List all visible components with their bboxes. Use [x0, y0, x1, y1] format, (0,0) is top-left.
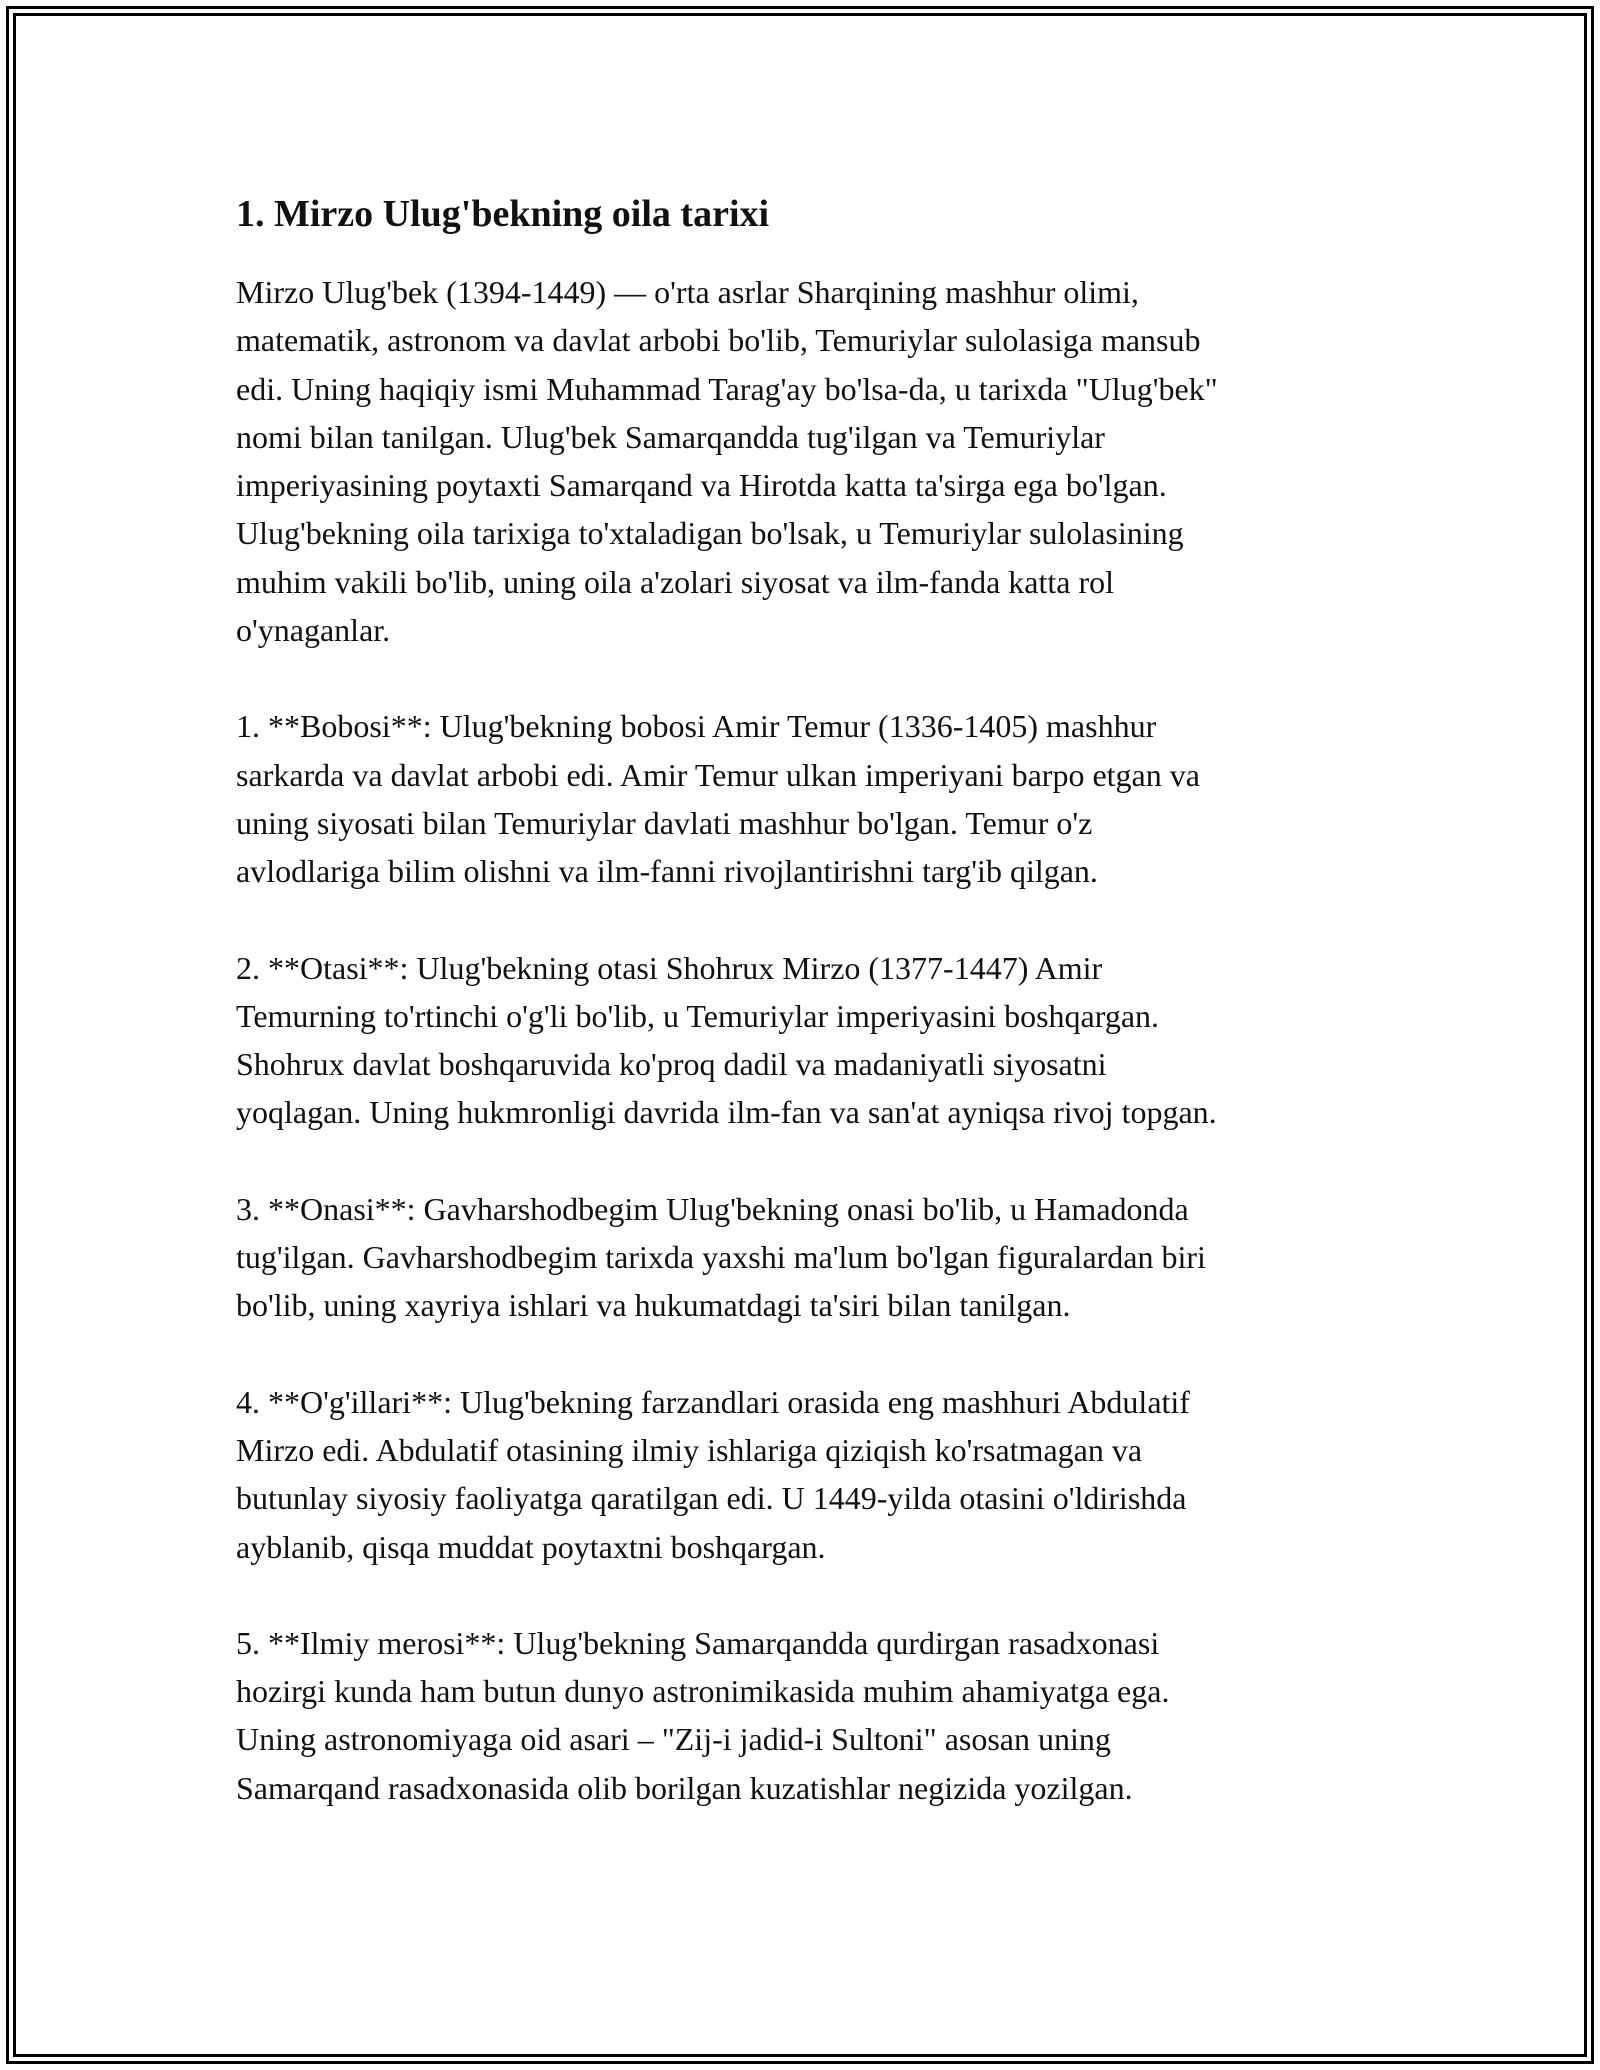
list-item-sons: 4. **O'g'illari**: Ulug'bekning farzandlari orasida eng mashhuri Abdulatif Mirzo edi. Abdulatif otasining ilmiy ishlariga qiziqish ko'rsatmagan va butunlay siyosiy faoliyatga qaratilgan edi. U 1449-yilda otasini o'ldirishda ayblanib, qisqa muddat poytaxtni boshqargan. — [236, 1383, 1190, 1565]
document-body — [236, 186, 1376, 1860]
list-item-scientific-legacy: 5. **Ilmiy merosi**: Ulug'bekning Samarqandda qurdirgan rasadxonasi hozirgi kunda ham butun dunyo astronimikasida muhim ahamiyatga ega. Uning astronomiyaga oid asari – "Zij-i jadid-i Sultoni" asosan uning Samarqand rasadxonasida olib borilgan kuzatishlar negizida yozilgan. — [236, 1624, 1170, 1806]
section-heading: 1. Mirzo Ulug'bekning oila tarixi — [236, 193, 770, 235]
list-item-grandfather: 1. **Bobosi**: Ulug'bekning bobosi Amir Temur (1336-1405) mashhur sarkarda va davlat arbobi edi. Amir Temur ulkan imperiyani barpo etgan va uning siyosati bilan Temuriylar davlati mashhur bo'lgan. Temur o'z avlodlariga bilim olishni va ilm-fanni rivojlantirishni targ'ib qilgan. — [236, 708, 1200, 890]
intro-paragraph: Mirzo Ulug'bek (1394-1449) — o'rta asrlar Sharqining mashhur olimi, matematik, astronom va davlat arbobi bo'lib, Temuriylar sulolasiga mansub edi. Uning haqiqiy ismi Muhammad Tarag'ay bo'lsa-da, u tarixda "Ulug'bek" nomi bilan tanilgan. Ulug'bek Samarqandda tug'ilgan va Temuriylar imperiyasining poytaxti Samarqand va Hirotda katta ta'sirga ega bo'lgan. Ulug'bekning oila tarixiga to'xtaladigan bo'lsak, u Temuriylar sulolasining muhim vakili bo'lib, uning oila a'zolari siyosat va ilm-fanda katta rol o'ynaganlar. — [236, 274, 1218, 649]
list-item-father: 2. **Otasi**: Ulug'bekning otasi Shohrux Mirzo (1377-1447) Amir Temurning to'rtinchi o'g'li bo'lib, u Temuriylar imperiyasini boshqargan. Shohrux davlat boshqaruvida ko'proq dadil va madaniyatli siyosatni yoqlagan. Uning hukmronligi davrida ilm-fan va san'at ayniqsa rivoj topgan. — [236, 949, 1217, 1131]
list-item-mother: 3. **Onasi**: Gavharshodbegim Ulug'bekning onasi bo'lib, u Hamadonda tug'ilgan. Gavharshodbegim tarixda yaxshi ma'lum bo'lgan figuralardan biri bo'lib, uning xayriya ishlari va hukumatdagi ta'siri bilan tanilgan. — [236, 1190, 1206, 1324]
